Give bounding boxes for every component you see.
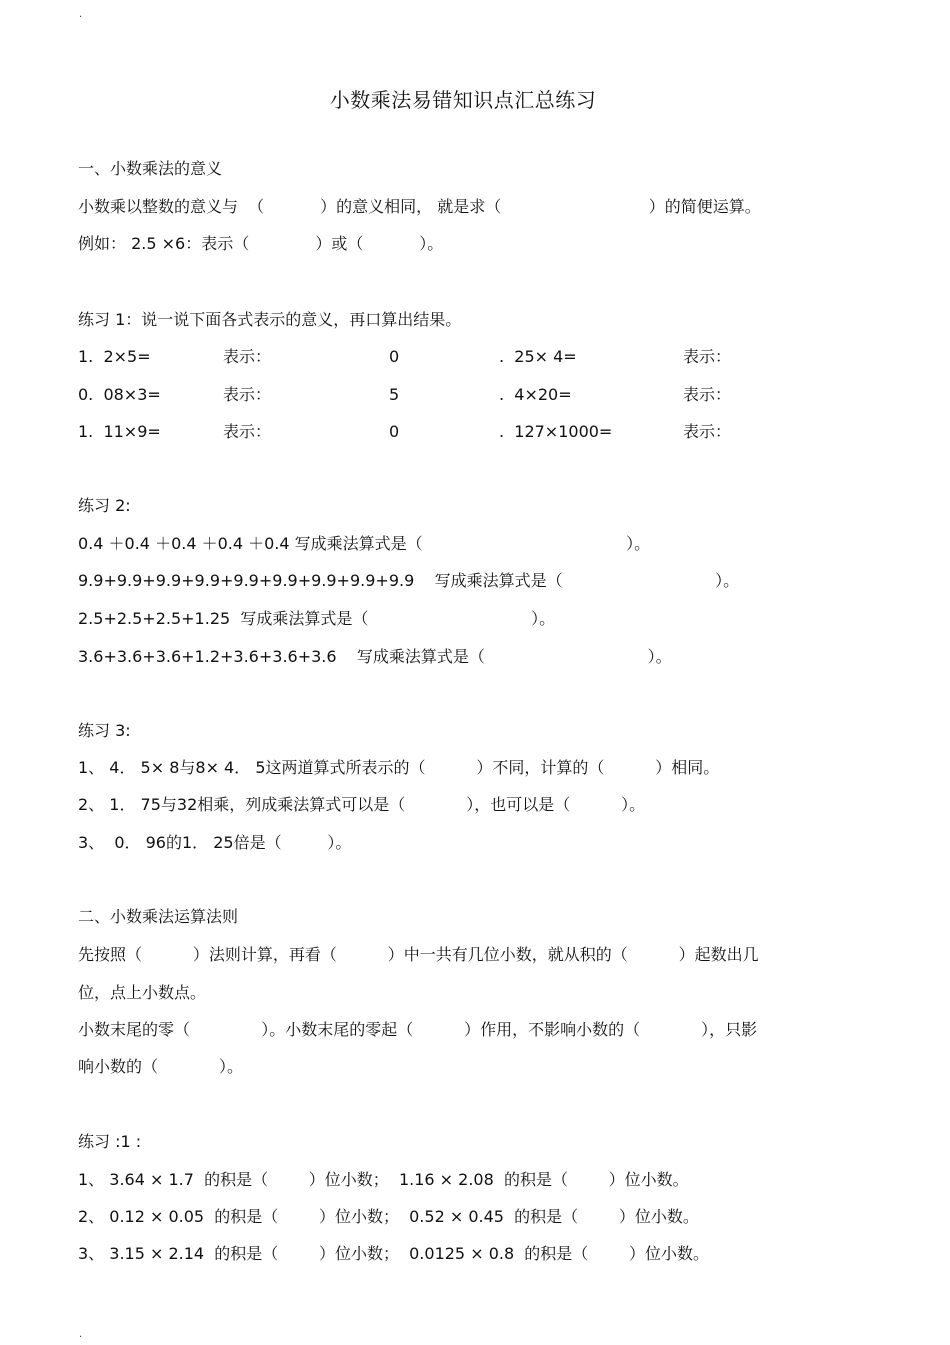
section1-heading: 一、小数乘法的意义 bbox=[78, 159, 223, 178]
row-label-b: 表示： bbox=[683, 385, 732, 404]
row-digit-b: 5 bbox=[389, 385, 400, 404]
row-digit-b: 0 bbox=[389, 422, 400, 441]
row-label-a: 表示： bbox=[223, 385, 272, 404]
section2-heading: 二、小数乘法运算法则 bbox=[78, 907, 239, 926]
exercise4-heading: 练习 :1 : bbox=[78, 1132, 142, 1151]
exercise4-line: 2、 0.12 × 0.05 的积是（ ）位小数； 0.52 × 0.45 的积是（ ）位小数。 bbox=[78, 1207, 699, 1226]
row-expression-a: 0. 08×3= bbox=[78, 385, 161, 404]
rule-line: 先按照（ ）法则计算，再看（ ）中一共有几位小数，就从积的（ ）起数出几 bbox=[78, 945, 759, 964]
example-line: 例如： 2.5 ×6：表示（ ）或（ ）。 bbox=[78, 234, 444, 253]
row-expression-a: 1. 11×9= bbox=[78, 422, 161, 441]
row-expression-a: 1. 2×5= bbox=[78, 347, 151, 366]
exercise3-heading: 练习 3: bbox=[78, 721, 131, 740]
exercise2-line: 3.6+3.6+3.6+1.2+3.6+3.6+3.6 写成乘法算式是（ ）。 bbox=[78, 647, 672, 666]
exercise1-row bbox=[78, 382, 878, 408]
row-expression-b: . 127×1000= bbox=[499, 422, 613, 441]
corner-mark-top: . bbox=[79, 9, 83, 20]
exercise3-line: 2、 1． 75与32相乘，列成乘法算式可以是（ ），也可以是（ ）。 bbox=[78, 795, 646, 814]
row-label-b: 表示： bbox=[683, 422, 732, 441]
exercise2-heading: 练习 2: bbox=[78, 496, 131, 515]
row-expression-b: . 25× 4= bbox=[499, 347, 577, 366]
corner-mark-bottom: . bbox=[79, 1329, 83, 1340]
zero-line: 小数末尾的零（ ）。小数末尾的零起（ ）作用，不影响小数的（ ），只影 bbox=[78, 1020, 758, 1039]
zero-line-continued: 响小数的（ ）。 bbox=[78, 1057, 244, 1076]
row-expression-b: . 4×20= bbox=[499, 385, 572, 404]
exercise2-line: 9.9+9.9+9.9+9.9+9.9+9.9+9.9+9.9+9.9 写成乘法算式是（ ）。 bbox=[78, 571, 740, 590]
row-label-a: 表示： bbox=[223, 422, 272, 441]
exercise2-line: 0.4 ＋0.4 ＋0.4 ＋0.4 ＋0.4 写成乘法算式是（ ）。 bbox=[78, 534, 651, 553]
row-label-a: 表示： bbox=[223, 347, 272, 366]
exercise3-line: 1、 4． 5× 8与8× 4． 5这两道算式所表示的（ ）不同，计算的（ ）相同。 bbox=[78, 758, 720, 777]
exercise2-line: 2.5+2.5+2.5+1.25 写成乘法算式是（ ）。 bbox=[78, 609, 556, 628]
page-title: 小数乘法易错知识点汇总练习 bbox=[329, 88, 597, 112]
meaning-line: 小数乘以整数的意义与 （ ）的意义相同， 就是求（ ）的简便运算。 bbox=[78, 197, 761, 216]
exercise3-line: 3、 0． 96的1． 25倍是（ ）。 bbox=[78, 833, 352, 852]
row-label-b: 表示： bbox=[683, 347, 732, 366]
exercise1-heading: 练习 1：说一说下面各式表示的意义，再口算出结果。 bbox=[78, 310, 462, 329]
exercise4-line: 3、 3.15 × 2.14 的积是（ ）位小数； 0.0125 × 0.8 的积是（ ）位小数。 bbox=[78, 1244, 709, 1263]
row-digit-b: 0 bbox=[389, 347, 400, 366]
exercise4-line: 1、 3.64 × 1.7 的积是（ ）位小数； 1.16 × 2.08 的积是（ ）位小数。 bbox=[78, 1170, 689, 1189]
exercise1-row bbox=[78, 344, 878, 370]
exercise1-row bbox=[78, 419, 878, 445]
rule-line-continued: 位，点上小数点。 bbox=[78, 983, 207, 1002]
